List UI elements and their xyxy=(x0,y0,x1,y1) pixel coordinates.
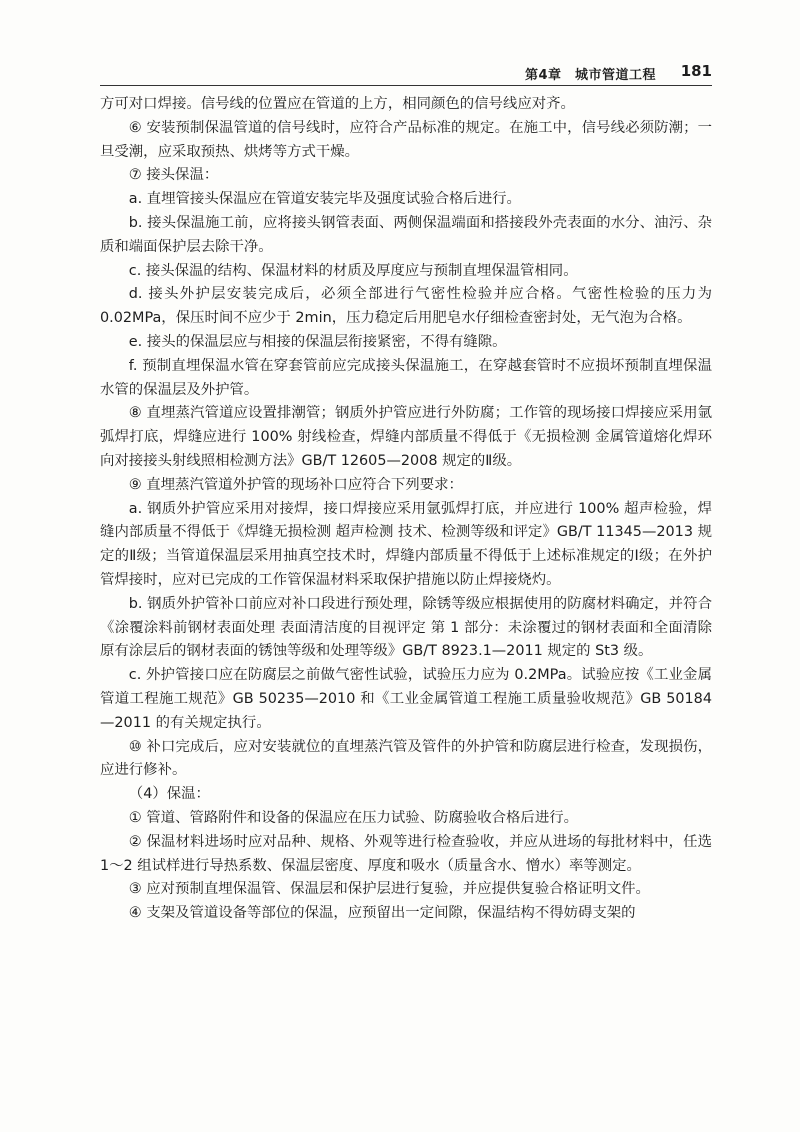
paragraph-item-7d: d. 接头外护层安装完成后，必须全部进行气密性检验并应合格。气密性检验的压力为 0.02MPa，保压时间不应少于 2min，压力稳定后用肥皂水仔细检查密封处，无气泡为合格。 xyxy=(100,286,712,327)
paragraph-item-6: ⑥ 安装预制保温管道的信号线时，应符合产品标准的规定。在施工中，信号线必须防潮；一旦受潮，应采取预热、烘烤等方式干燥。 xyxy=(100,119,712,160)
paragraph-item-7c: c. 接头保温的结构、保温材料的材质及厚度应与预制直埋保温管相同。 xyxy=(128,262,578,279)
paragraph-item-9-heading: ⑨ 直埋蒸汽管道外护管的现场补口应符合下列要求： xyxy=(128,476,463,493)
paragraph-item-7b: b. 接头保温施工前，应将接头钢管表面、两侧保温端面和搭接段外壳表面的水分、油污、杂质和端面保护层去除干净。 xyxy=(100,214,712,255)
paragraph-item-7a: a. 直埋管接头保温应在管道安装完毕及强度试验合格后进行。 xyxy=(128,191,521,208)
section-heading-insulation: （4）保温： xyxy=(128,786,210,803)
paragraph-insulation-1: ① 管道、管路附件和设备的保温应在压力试验、防腐验收合格后进行。 xyxy=(128,809,578,826)
paragraph-item-7e: e. 接头的保温层应与相接的保温层衔接紧密，不得有缝隙。 xyxy=(128,333,507,350)
header-rule xyxy=(100,85,712,86)
paragraph-item-7f: f. 预制直埋保温水管在穿套管前应完成接头保温施工，在穿越套管时不应损坏预制直埋保温水管的保温层及外护管。 xyxy=(100,357,712,398)
paragraph-insulation-4: ④ 支架及管道设备等部位的保温，应预留出一定间隙，保温结构不得妨碍支架的 xyxy=(128,905,636,922)
paragraph-item-9b: b. 钢质外护管补口前应对补口段进行预处理，除锈等级应根据使用的防腐材料确定，并符合《涂覆涂料前钢材表面处理 表面清洁度的目视评定 第 1 部分：未涂覆过的钢材表面和全面清除原有涂层后的钢材表面的锈蚀等级和处理等级》GB/T 8923.1—2011 规定的 St3 级。 xyxy=(100,595,712,660)
paragraph-item-9c: c. 外护管接口应在防腐层之前做气密性试验，试验压力应为 0.2MPa。试验应按《工业金属管道工程施工规范》GB 50235—2010 和《工业金属管道工程施工质量验收规范》GB 50184—2011 的有关规定执行。 xyxy=(100,667,712,731)
body-text xyxy=(100,93,712,926)
paragraph-item-9a: a. 钢质外护管应采用对接焊，接口焊接应采用氩弧焊打底，并应进行 100% 超声检验，焊缝内部质量不得低于《焊缝无损检测 超声检测 技术、检测等级和评定》GB/T 11345—2013 规定的Ⅱ级；当管道保温层采用抽真空技术时，焊缝内部质量不得低于上述标准规定的Ⅰ级；在外护管焊接时，应对已完成的工作管保温材料采取保护措施以防止焊接烧灼。 xyxy=(100,500,712,588)
paragraph-continuation: 方可对口焊接。信号线的位置应在管道的上方，相同颜色的信号线应对齐。 xyxy=(100,96,575,112)
paragraph-insulation-3: ③ 应对预制直埋保温管、保温层和保护层进行复验，并应提供复验合格证明文件。 xyxy=(128,881,650,898)
paragraph-item-7-heading: ⑦ 接头保温： xyxy=(128,167,219,184)
paragraph-insulation-2: ② 保温材料进场时应对品种、规格、外观等进行检查验收，并应从进场的每批材料中，任选 1～2 组试样进行导热系数、保温层密度、厚度和吸水（质量含水、憎水）率等测定。 xyxy=(100,833,712,874)
chapter-title: 第4章 城市管道工程 xyxy=(524,68,656,83)
paragraph-item-10: ⑩ 补口完成后，应对安装就位的直埋蒸汽管及管件的外护管和防腐层进行检查，发现损伤，应进行修补。 xyxy=(100,738,712,779)
page-number: 181 xyxy=(680,62,712,80)
paragraph-item-8: ⑧ 直埋蒸汽管道应设置排潮管；钢质外护管应进行外防腐；工作管的现场接口焊接应采用氩弧焊打底，焊缝应进行 100% 射线检查，焊缝内部质量不得低于《无损检测 金属管道熔化焊环向对接接头射线照相检测方法》GB/T 12605—2008 规定的Ⅱ级。 xyxy=(100,405,712,469)
page-header xyxy=(100,56,712,86)
